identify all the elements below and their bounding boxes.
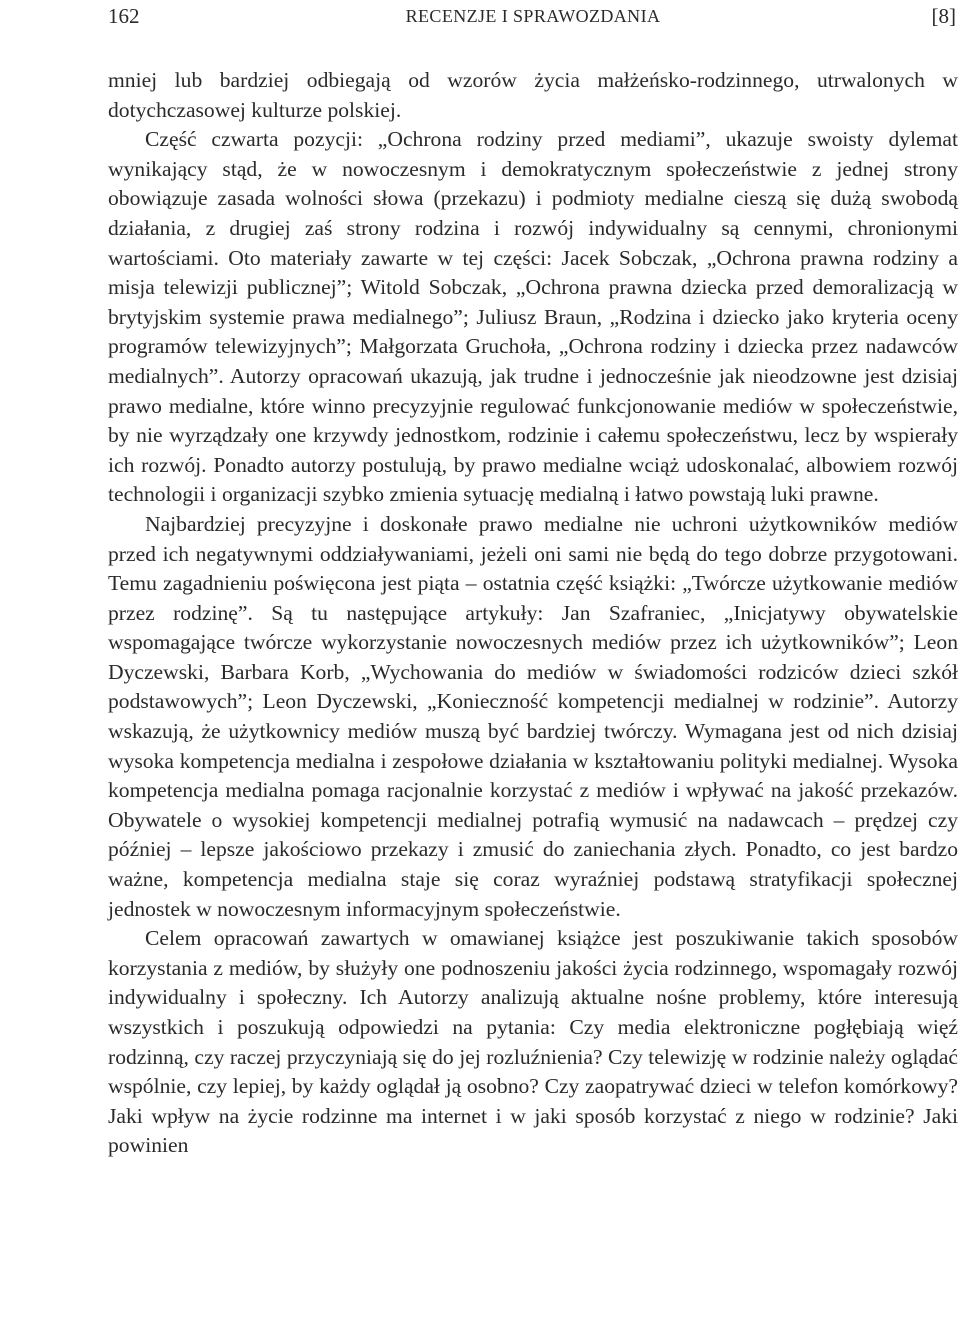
paragraph-continuation: mniej lub bardziej odbiegają od wzorów życia małżeńsko-rodzinnego, utrwalonych w dotychczasowej kulturze polskiej.: [108, 68, 958, 122]
page-marker: [8]: [931, 4, 956, 28]
paragraph-conclusion: Celem opracowań zawartych w omawianej książce jest poszukiwanie takich sposobów korzystania z mediów, by służyły one podnoszeniu jakości życia rodzinnego, wspomagały rozwój indywidualny i społeczny. Ich Autorzy analizują aktualne nośne problemy, które interesują wszystkich i poszukują odpowiedzi na pytania: Czy media elektroniczne pogłębiają więź rodzinną, czy raczej przyczyniają się do jej rozluźnienia? Czy telewizję w rodzinie należy oglądać wspólnie, czy lepiej, by każdy oglądał ją osobno? Czy zaopatrywać dzieci w telefon komórkowy? Jaki wpływ na życie rodzinne ma internet i w jaki sposób korzystać z niego w rodzinie? Jaki powinien: [108, 926, 958, 1158]
paragraph-part-four: Część czwarta pozycji: „Ochrona rodziny przed mediami”, ukazuje swoisty dylemat wynikający stąd, że w nowoczesnym i demokratycznym społeczeństwie z jednej strony obowiązuje zasada wolności słowa (przekazu) i podmioty medialne cieszą się dużą swobodą działania, z drugiej zaś strony rodzina i rozwój indywidualny są cennymi, chronionymi wartościami. Oto materiały zawarte w tej części: Jacek Sobczak, „Ochrona prawna rodziny a misja telewizji publicznej”; Witold Sobczak, „Ochrona prawna dziecka przed demoralizacją w brytyjskim systemie prawa medialnego”; Juliusz Braun, „Rodzina i dziecko jako kryteria oceny programów telewizyjnych”; Małgorzata Gruchoła, „Ochrona rodziny i dziecka przez nadawców medialnych”. Autorzy opracowań ukazują, jak trudne i jednocześnie jak nieodzowne jest dzisiaj prawo medialne, które winno precyzyjnie regulować funkcjonowanie mediów w społeczeństwie, by nie wyrządzały one krzywdy jednostkom, rodzinie i całemu społeczeństwu, lecz by wspierały ich rozwój. Ponadto autorzy postulują, by prawo medialne wciąż udoskonalać, albowiem rozwój technologii i organizacji szybko zmienia sytuację medialną i łatwo powstają luki prawne.: [108, 127, 958, 507]
running-header: [108, 2, 958, 30]
page-number: 162: [108, 4, 140, 28]
body-text: [108, 66, 958, 1161]
paragraph-part-five: Najbardziej precyzyjne i doskonałe prawo medialne nie uchroni użytkowników mediów przed ich negatywnymi oddziaływaniami, jeżeli oni sami nie będą do tego dobrze przygotowani. Temu zagadnieniu poświęcona jest piąta – ostatnia część książki: „Twórcze użytkowanie mediów przez rodzinę”. Są tu następujące artykuły: Jan Szafraniec, „Inicjatywy obywatelskie wspomagające twórcze wykorzystanie nowoczesnych mediów przez ich użytkowników”; Leon Dyczewski, Barbara Korb, „Wychowania do mediów w świadomości rodziców dzieci szkół podstawowych”; Leon Dyczewski, „Konieczność kompetencji medialnej w rodzinie”. Autorzy wskazują, że użytkownicy mediów muszą być bardziej twórczy. Wymagana jest od nich dzisiaj wysoka kompetencja medialna i zespołowe działania w kształtowaniu polityki medialnej. Wysoka kompetencja medialna pomaga racjonalnie korzystać z mediów i wpływać na jakość przekazów. Obywatele o wysokiej kompetencji medialnej potrafią wymusić na nadawcach – prędzej czy później – lepsze jakościowo przekazy i zmusić do zaniechania złych. Ponadto, co jest bardzo ważne, kompetencja medialna staje się coraz wyraźniej podstawą stratyfikacji społecznej jednostek w nowoczesnym informacyjnym społeczeństwie.: [108, 511, 958, 921]
section-title: RECENZJE I SPRAWOZDANIA: [405, 6, 661, 26]
